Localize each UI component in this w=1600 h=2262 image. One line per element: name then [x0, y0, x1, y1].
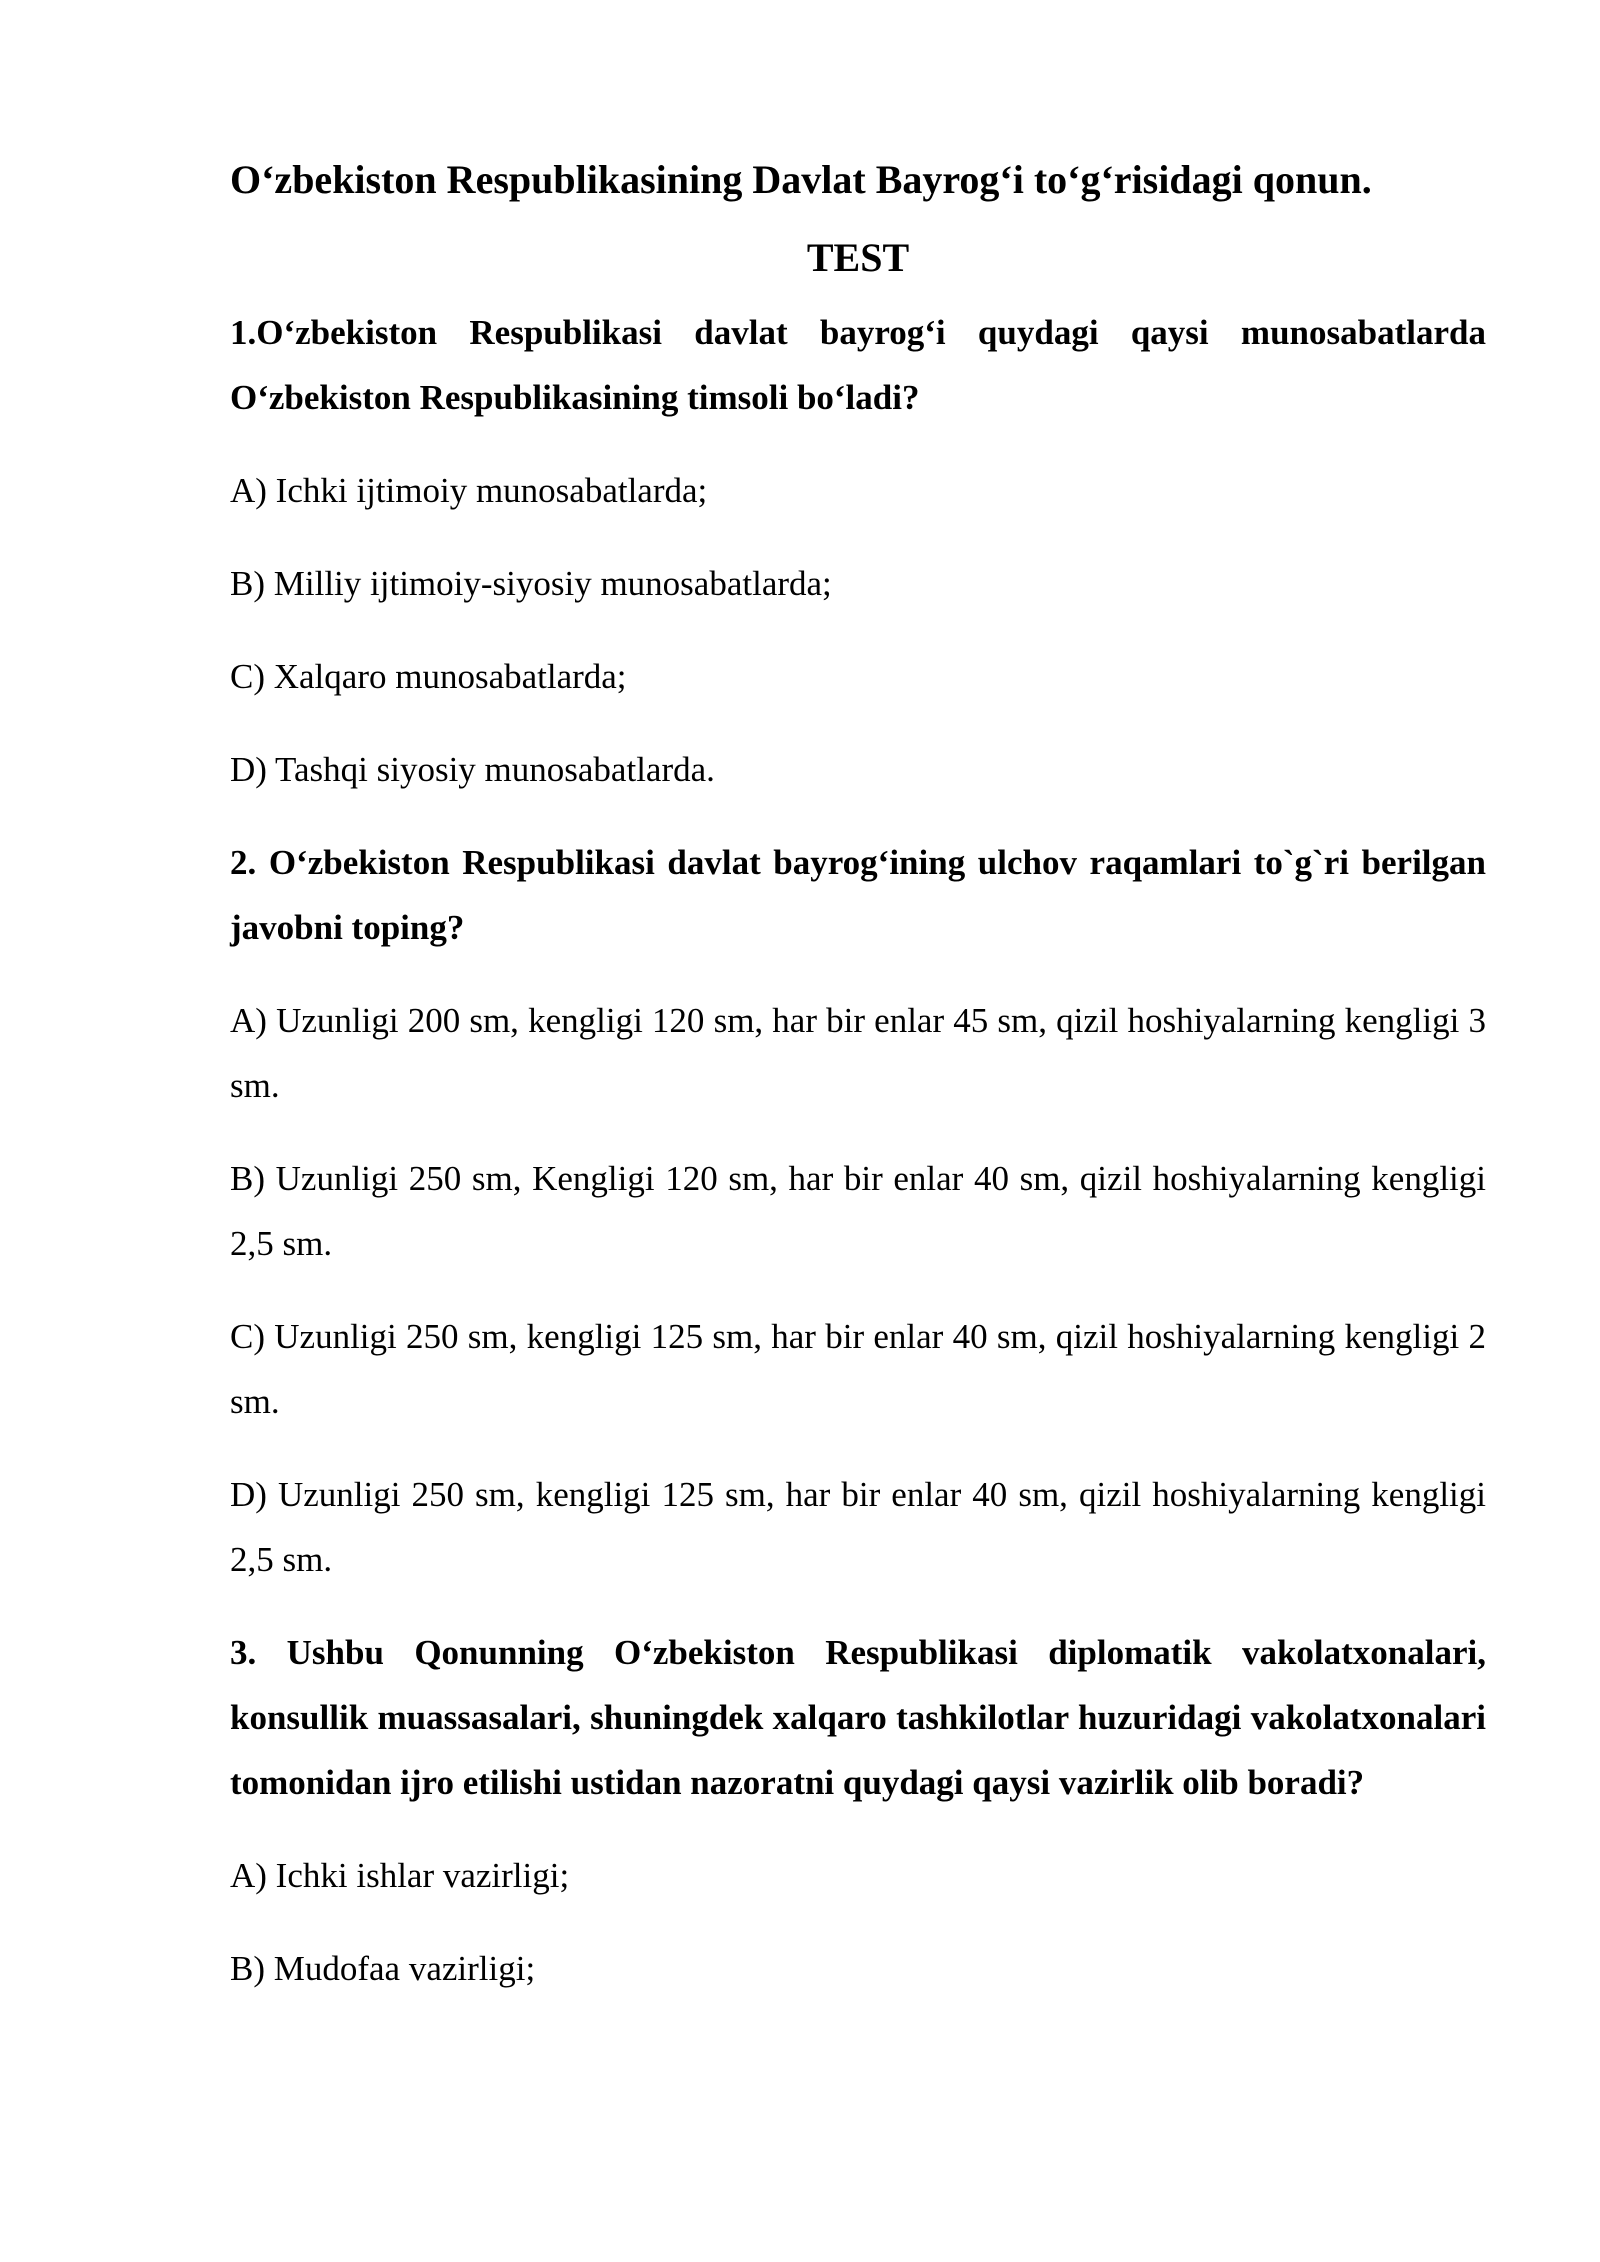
document-page [230, 148, 1486, 2001]
question-1 [230, 300, 1486, 802]
question-text: 3. Ushbu Qonunning O‘zbekiston Respublikasi diplomatik vakolatxonalari, konsullik muassasalari, shuningdek xalqaro tashkilotlar huzuridagi vakolatxonalari tomonidan ijro etilishi ustidan nazoratni quydagi qaysi vazirlik olib boradi? [230, 1633, 1486, 1802]
answer-option-a: A) Ichki ijtimoiy munosabatlarda; [230, 471, 708, 510]
answer-option-b: B) Milliy ijtimoiy-siyosiy munosabatlarda; [230, 564, 832, 603]
answer-option-a: A) Ichki ishlar vazirligi; [230, 1856, 570, 1895]
question-text: 1.O‘zbekiston Respublikasi davlat bayrog‘i quydagi qaysi munosabatlarda O‘zbekiston Respublikasining timsoli bo‘ladi? [230, 313, 1486, 417]
answer-option-b: B) Mudofaa vazirligi; [230, 1949, 536, 1988]
question-3 [230, 1620, 1486, 2001]
document-subtitle: TEST [806, 235, 910, 280]
answer-option-d: D) Uzunligi 250 sm, kengligi 125 sm, har bir enlar 40 sm, qizil hoshiyalarning kengligi 2,5 sm. [230, 1475, 1486, 1579]
answer-option-a: A) Uzunligi 200 sm, kengligi 120 sm, har bir enlar 45 sm, qizil hoshiyalarning kengligi 3 sm. [230, 1001, 1486, 1105]
answer-option-b: B) Uzunligi 250 sm, Kengligi 120 sm, har bir enlar 40 sm, qizil hoshiyalarning kengligi 2,5 sm. [230, 1159, 1486, 1263]
question-2 [230, 830, 1486, 1592]
answer-option-c: C) Uzunligi 250 sm, kengligi 125 sm, har bir enlar 40 sm, qizil hoshiyalarning kengligi 2 sm. [230, 1317, 1486, 1421]
document-title: O‘zbekiston Respublikasining Davlat Bayrog‘i to‘g‘risidagi qonun. [230, 157, 1372, 202]
question-text: 2. O‘zbekiston Respublikasi davlat bayrog‘ining ulchov raqamlari to`g`ri berilgan javobni toping? [230, 843, 1486, 947]
answer-option-c: C) Xalqaro munosabatlarda; [230, 657, 627, 696]
answer-option-d: D) Tashqi siyosiy munosabatlarda. [230, 750, 715, 789]
